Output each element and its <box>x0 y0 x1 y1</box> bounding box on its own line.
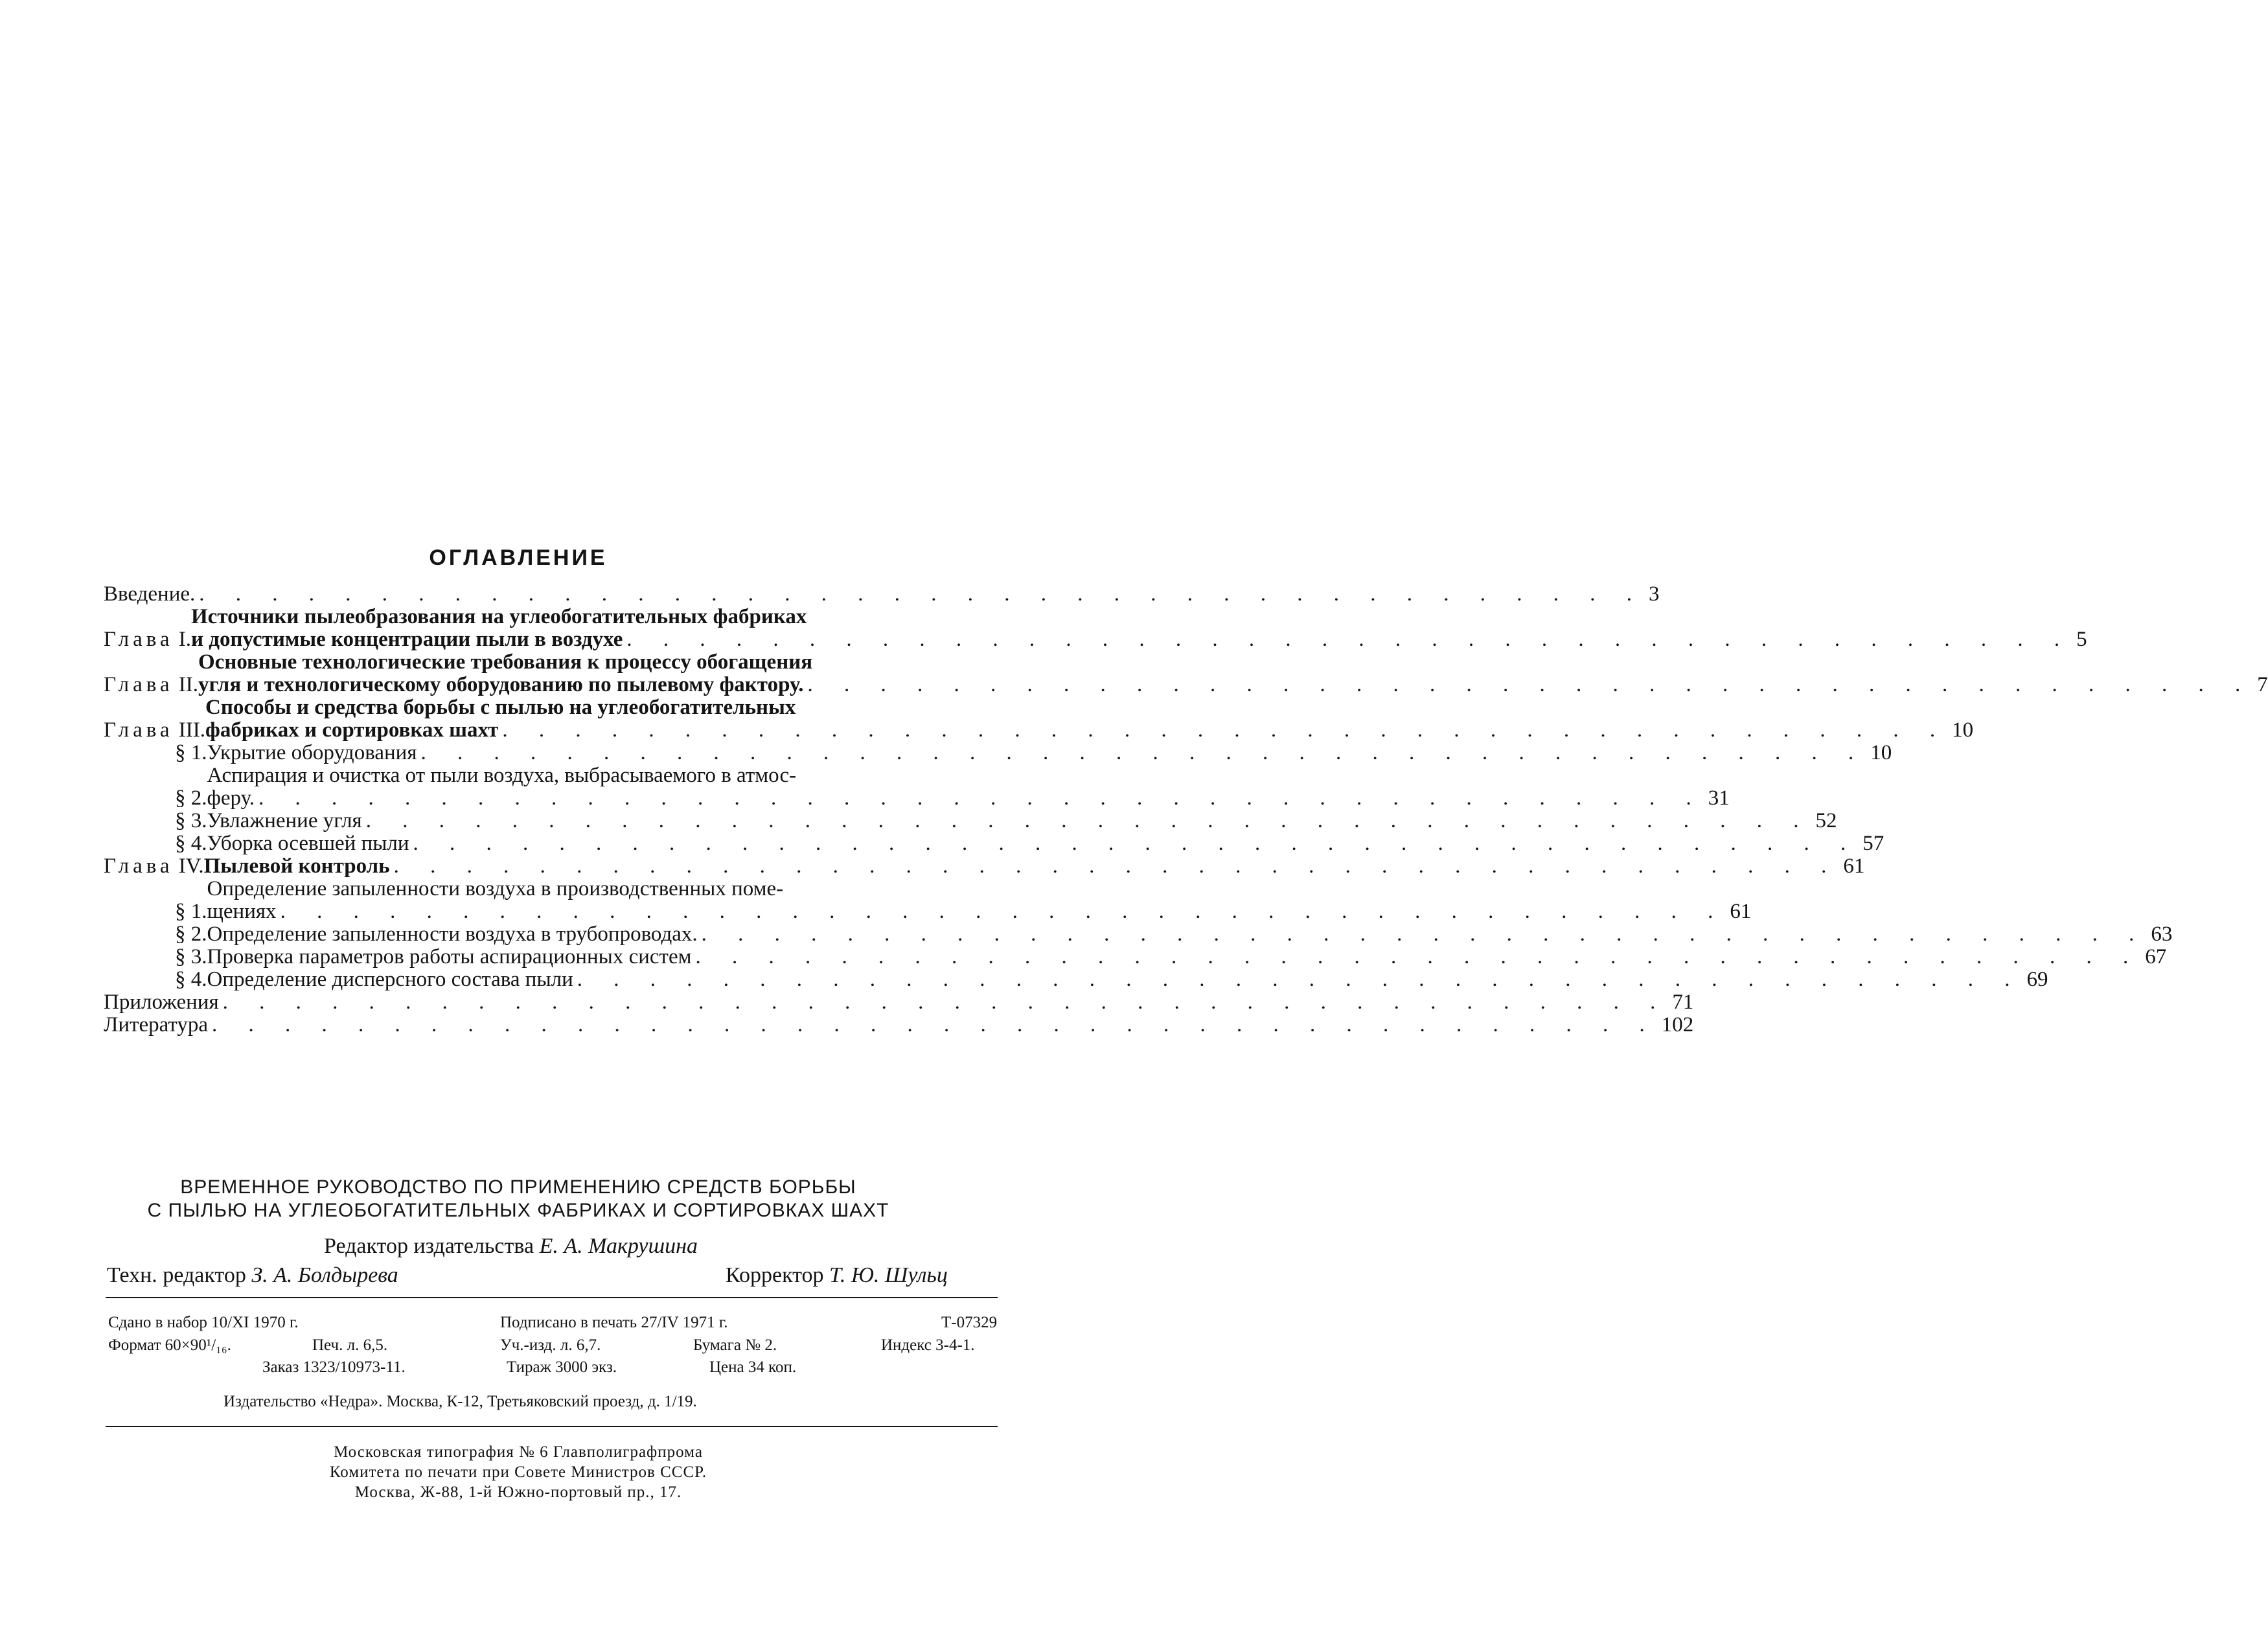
toc-sec-row <box>104 832 1884 855</box>
book-title-line-2: С ПЫЛЬЮ НА УГЛЕОБОГАТИТЕЛЬНЫХ ФАБРИКАХ И СОРТИРОВКАХ ШАХТ <box>147 1200 889 1221</box>
toc-literature-page: 102 <box>1661 1013 1694 1036</box>
section-number: § 1. <box>175 741 207 764</box>
toc-entry-line <box>204 855 1840 878</box>
spacer <box>174 854 179 878</box>
imprint-uch: Уч.-изд. л. 6,7. <box>500 1336 601 1354</box>
toc-entry-line <box>207 923 2148 946</box>
corrector-label: Корректор <box>726 1263 824 1287</box>
toc-appendix-page: 71 <box>1672 990 1694 1014</box>
imprint-price: Цена 34 коп. <box>709 1358 797 1376</box>
toc-literature-body <box>104 1014 1658 1036</box>
toc-intro <box>104 582 1660 606</box>
toc-intro-line <box>104 583 1645 606</box>
toc-ch-row <box>104 696 1974 742</box>
toc-sec-row <box>104 741 1892 764</box>
toc-sec-row <box>104 968 2048 991</box>
toc-sec-number <box>175 923 207 946</box>
toc-ch-number <box>104 719 205 742</box>
toc-appendix-label: Приложения <box>104 990 219 1014</box>
toc-sec-body <box>207 810 1812 832</box>
printer-line-1: Московская типография № 6 Главполиграфпрома <box>334 1443 703 1461</box>
imprint-paper: Бумага № 2. <box>693 1336 777 1354</box>
toc-entry-text: Укрытие оборудования <box>207 741 417 764</box>
leader-dots: . . . . . . . . . . . . . . . . . . . . . . . . . . . . . . . . . . . . . . . . <box>365 809 1812 832</box>
toc-sec-page: 63 <box>2151 922 2173 946</box>
toc-entry-line <box>207 787 1704 810</box>
section-number: § 3. <box>175 945 207 968</box>
toc-entry-line <box>198 674 2253 696</box>
toc-intro-label: Введение. <box>104 582 196 606</box>
toc-ch-body <box>204 855 1840 878</box>
imprint-rule-bottom <box>106 1426 998 1427</box>
toc-ch-page: 7 <box>2257 673 2268 696</box>
leader-dots: . . . . . . . . . . . . . . . . . . . . . . . . . . . . . . . . . . . . . . . . <box>502 718 1949 742</box>
toc-sec-body <box>207 923 2148 946</box>
imprint-order: Заказ 1323/10973-11. <box>262 1358 406 1376</box>
corrector-credit <box>726 1263 948 1288</box>
spacer <box>174 628 179 651</box>
editor-name: Е. А. Макрушина <box>539 1234 698 1258</box>
toc-ch-body <box>205 696 1948 742</box>
printer-line-3: Москва, Ж-88, 1-й Южно-портовый пр., 17. <box>354 1483 682 1501</box>
book-title <box>0 1176 1037 1222</box>
imprint-publisher: Издательство «Недра». Москва, К-12, Третьяковский проезд, д. 1/19. <box>223 1393 697 1410</box>
toc-entry-text: Аспирация и очистка от пыли воздуха, выбрасываемого в атмос- <box>207 764 797 787</box>
toc-entry-text: Основные технологические требования к процессу обогащения <box>198 650 813 674</box>
section-number: § 2. <box>175 922 207 946</box>
imprint-sent: Сдано в набор 10/XI 1970 г. <box>108 1314 299 1331</box>
toc-ch-number <box>104 674 198 696</box>
toc-sec-number <box>175 810 207 832</box>
imprint-pech: Печ. л. 6,5. <box>312 1336 388 1354</box>
toc-sec-row <box>104 922 2173 946</box>
section-number: § 2. <box>175 786 207 810</box>
imprint-rule-top <box>106 1297 998 1298</box>
leader-dots: . . . . . . . . . . . . . . . . . . . . . . . . . . . . . . . . . . . . . . . . <box>807 673 2254 696</box>
toc-entry-text: Определение запыленности воздуха в трубопроводах. <box>207 922 698 946</box>
toc-sec-page: 69 <box>2026 968 2048 991</box>
leader-dots: . . . . . . . . . . . . . . . . . . . . . . . . . . . . . . . . . . . . . . . . <box>393 854 1840 878</box>
toc-sec-page: 31 <box>1708 786 1730 810</box>
toc-sec-body <box>207 742 1867 764</box>
toc-ch-body <box>198 651 2253 696</box>
imprint-run: Тираж 3000 экз. <box>507 1358 617 1376</box>
toc-entry-line <box>198 651 2253 674</box>
chapter-label: Глава <box>104 673 174 696</box>
editor-label: Редактор издательства <box>324 1234 534 1258</box>
toc-entry-line <box>207 900 1726 923</box>
tech-editor-name: З. А. Болдырева <box>251 1263 398 1287</box>
toc-entry-text: Источники пылеобразования на углеобогатительных фабриках <box>191 605 807 628</box>
chapter-number: III. <box>178 718 205 742</box>
toc-entry-text: угля и технологическому оборудованию по пылевому фактору. <box>198 673 804 696</box>
toc-entry-line <box>191 606 2072 628</box>
toc-sec-body <box>207 878 1726 923</box>
toc-title: ОГЛАВЛЕНИЕ <box>429 545 608 570</box>
leader-dots: . . . . . . . . . . . . . . . . . . . . . . . . . . . . . . . . . . . . . . . . <box>577 968 2023 991</box>
leader-dots: . . . . . . . . . . . . . . . . . . . . . . . . . . . . . . . . . . . . . . . . <box>701 922 2148 946</box>
leader-dots: . . . . . . . . . . . . . . . . . . . . . . . . . . . . . . . . . . . . . . . . <box>695 945 2142 968</box>
toc-entry-text: Способы и средства борьбы с пылью на углеобогатительных <box>205 696 796 719</box>
book-title-line-1: ВРЕМЕННОЕ РУКОВОДСТВО ПО ПРИМЕНЕНИЮ СРЕДСТВ БОРЬБЫ <box>180 1176 856 1198</box>
toc-entry-line <box>207 764 1704 787</box>
imprint-signed: Подписано в печать 27/IV 1971 г. <box>500 1314 728 1331</box>
toc-sec-page: 61 <box>1730 900 1752 923</box>
toc-entry-line <box>207 832 1859 855</box>
leader-dots: . . . . . . . . . . . . . . . . . . . . . . . . . . . . . . . . . . . . . . . . <box>258 786 1704 810</box>
toc-appendix <box>104 990 1694 1014</box>
toc-sec-page: 52 <box>1815 809 1837 832</box>
chapter-number: I. <box>178 628 192 651</box>
toc-entry-text: феру. <box>207 786 255 810</box>
editor-credit <box>324 1234 698 1259</box>
section-number: § 1. <box>175 900 207 923</box>
corrector-name: Т. Ю. Шульц <box>829 1263 948 1287</box>
toc-entry-text: и допустимые концентрации пыли в воздухе <box>191 628 623 651</box>
toc-ch-page: 5 <box>2076 628 2087 651</box>
toc-sec-number <box>175 787 207 810</box>
leader-dots: . . . . . . . . . . . . . . . . . . . . . . . . . . . . . . . . . . . . . . . . <box>222 990 1669 1014</box>
toc-ch-row <box>104 650 2268 696</box>
imprint-code: Т-07329 <box>941 1314 998 1331</box>
leader-dots: . . . . . . . . . . . . . . . . . . . . . . . . . . . . . . . . . . . . . . . . <box>413 832 1859 855</box>
leader-dots: . . . . . . . . . . . . . . . . . . . . . . . . . . . . . . . . . . . . . . . . <box>199 582 1645 606</box>
spacer <box>174 718 179 742</box>
toc-entry-text: щениях <box>207 900 277 923</box>
tech-editor-credit <box>107 1263 398 1288</box>
toc-ch-row <box>104 854 1865 878</box>
section-number: § 4. <box>175 968 207 991</box>
chapter-label: Глава <box>104 628 174 651</box>
spacer <box>174 673 179 696</box>
printer-info <box>0 1442 1037 1502</box>
toc-entry-line <box>207 810 1812 832</box>
toc-intro-body <box>104 583 1645 606</box>
toc-sec-number <box>175 832 207 855</box>
toc-entry-line <box>207 878 1726 900</box>
toc-sec-body <box>207 968 2023 991</box>
toc-entry-text: фабриках и сортировках шахт <box>205 718 499 742</box>
toc-intro-page: 3 <box>1649 582 1660 606</box>
chapter-label: Глава <box>104 854 174 878</box>
imprint-format: Формат 60×90¹/₁₆. <box>108 1336 231 1354</box>
section-number: § 4. <box>175 832 207 855</box>
toc-ch-row <box>104 605 2087 651</box>
toc-sec-row <box>104 764 1730 810</box>
tech-editor-label: Техн. редактор <box>107 1263 246 1287</box>
leader-dots: . . . . . . . . . . . . . . . . . . . . . . . . . . . . . . . . . . . . . . . . <box>280 900 1726 923</box>
toc-entry-line <box>191 628 2072 651</box>
toc-entry-line <box>207 742 1867 764</box>
toc-ch-number <box>104 855 204 878</box>
toc-sec-page: 67 <box>2145 945 2167 968</box>
toc-appendix-body <box>104 991 1668 1014</box>
toc-entry-text: Пылевой контроль <box>203 854 390 878</box>
toc-sec-number <box>175 968 207 991</box>
imprint-index: Индекс 3-4-1. <box>881 1336 975 1354</box>
chapter-number: IV. <box>178 854 204 878</box>
toc-entry-text: Проверка параметров работы аспирационных систем <box>207 945 692 968</box>
toc-appendix-line <box>104 991 1668 1014</box>
toc-entry-text: Уборка осевшей пыли <box>207 832 409 855</box>
toc-sec-row <box>104 809 1837 832</box>
toc-sec-page: 10 <box>1870 741 1892 764</box>
chapter-number: II. <box>178 673 198 696</box>
leader-dots: . . . . . . . . . . . . . . . . . . . . . . . . . . . . . . . . . . . . . . . . <box>212 1013 1658 1036</box>
toc-entry-line <box>207 946 2142 968</box>
toc-sec-number <box>175 742 207 764</box>
toc-sec-row <box>104 877 1752 923</box>
toc-sec-number <box>175 946 207 968</box>
toc-literature-line <box>104 1014 1658 1036</box>
toc-entry-line <box>205 696 1948 719</box>
toc-ch-body <box>191 606 2072 651</box>
toc-entry-text: Определение дисперсного состава пыли <box>207 968 573 991</box>
toc-sec-page: 57 <box>1862 832 1884 855</box>
leader-dots: . . . . . . . . . . . . . . . . . . . . . . . . . . . . . . . . . . . . . . . . <box>626 628 2073 651</box>
toc-sec-body <box>207 832 1859 855</box>
chapter-label: Глава <box>104 718 174 742</box>
leader-dots: . . . . . . . . . . . . . . . . . . . . . . . . . . . . . . . . . . . . . . . . <box>420 741 1867 764</box>
toc-ch-page: 61 <box>1843 854 1865 878</box>
toc-sec-number <box>175 900 207 923</box>
toc-sec-body <box>207 946 2142 968</box>
toc-entry-text: Определение запыленности воздуха в производственных поме- <box>207 877 784 900</box>
toc-entry-line <box>207 968 2023 991</box>
toc-ch-number <box>104 628 191 651</box>
toc-ch-page: 10 <box>1952 718 1974 742</box>
printer-line-2: Комитета по печати при Совете Министров СССР. <box>329 1463 707 1481</box>
toc-sec-body <box>207 764 1704 810</box>
toc-entry-line <box>205 719 1948 742</box>
toc-entry-text: Увлажнение угля <box>207 809 362 832</box>
toc-literature <box>104 1013 1694 1036</box>
table-of-contents <box>104 582 2268 1036</box>
section-number: § 3. <box>175 809 207 832</box>
toc-sec-row <box>104 945 2167 968</box>
toc-literature-label: Литература <box>104 1013 209 1036</box>
